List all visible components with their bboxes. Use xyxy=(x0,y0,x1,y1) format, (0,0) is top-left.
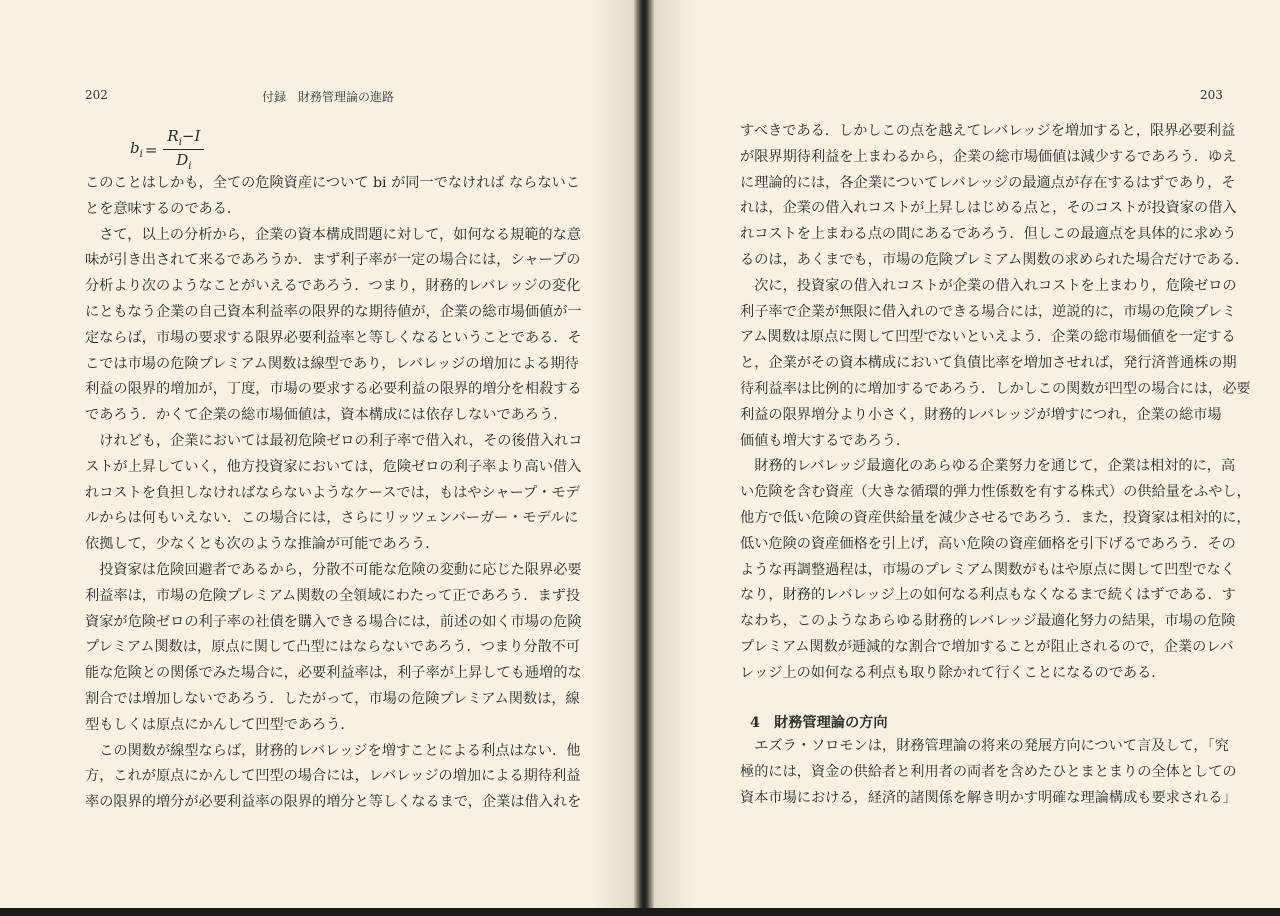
text-line: なわち，このようなあらゆる財務的レバレッジ最適化努力の結果，市場の危険 xyxy=(740,613,1236,630)
text-line: 極的には，資金の供給者と利用者の両者を含めたひとまとまりの全体としての xyxy=(740,763,1237,780)
text-line: が限界期待利益を上まわるから，企業の総市場価値は減少するであろう．ゆえ xyxy=(740,148,1237,165)
text-line: 割合では増加しないであろう．したがって，市場の危険プレミアム関数は，線 xyxy=(85,690,580,707)
text-line: 価値も増大するであろう． xyxy=(740,432,911,449)
page-number-left: 202 xyxy=(85,88,108,102)
text-line: とを意味するのである． xyxy=(85,200,242,217)
text-line: 利益の限界増分より小さく，財務的レバレッジが増すにつれ，企業の総市場 xyxy=(740,406,1222,423)
text-line: 能な危険との関係でみた場合に，必要利益率は，利子率が上昇しても逓増的な xyxy=(85,665,582,682)
text-line: ストが上昇していく，他方投資家においては，危険ゼロの利子率より高い借入 xyxy=(85,458,582,475)
text-line: 率の限界的増分が必要利益率の限界的増分と等しくなるまで，企業は借入れを xyxy=(85,794,582,811)
left-body-text xyxy=(85,171,582,816)
text-line: この関数が線型ならば，財務的レバレッジを増すことによる利点はない．他 xyxy=(99,742,581,759)
text-line: 利益の限界的増加が，丁度，市場の要求する必要利益の限界的増分を相殺する xyxy=(85,381,582,398)
text-line: 依拠して，少なくとも次のような推論が可能であろう． xyxy=(85,536,440,553)
text-line: い危険を含む資産（大きな循環的弾力性係数を有する株式）の供給量をふやし， xyxy=(740,484,1251,501)
formula-lhs: $b_i$ xyxy=(130,139,143,160)
text-line: すべきである．しかしこの点を越えてレバレッジを増加すると，限界必要利益 xyxy=(740,123,1236,139)
bottom-edge xyxy=(0,908,1280,916)
text-line: れコストを上まわる点の間にあるであろう．但しこの最適点を具体的に求めう xyxy=(740,226,1237,243)
text-line: なり，財務的レバレッジ上の如何なる利点もなくなるまで続くはずである．す xyxy=(740,587,1236,604)
text-line: るのは，あくまでも，市場の危険プレミアム関数の求められた場合だけである． xyxy=(740,251,1250,268)
text-line: プレミアム関数は，原点に関して凸型にはならないであろう．つまり分散不可 xyxy=(85,639,581,656)
text-line: アム関数は原点に関して凹型でないといえよう．企業の総市場価値を一定する xyxy=(740,329,1236,346)
text-line: と，企業がその資本構成において負債比率を増加させれば，発行済普通株の期 xyxy=(740,355,1237,372)
text-line: さて，以上の分析から，企業の資本構成問題に対して，如何なる規範的な意 xyxy=(99,226,581,243)
text-line: 資本市場における，経済的諸関係を解き明かす明確な理論構成も要求される」 xyxy=(740,789,1237,806)
left-page xyxy=(0,0,634,908)
text-line: れは，企業の借入れコストが上昇しはじめる点と，そのコストが投資家の借入 xyxy=(740,200,1237,217)
text-line: 資家が危険ゼロの利子率の社債を購入できる場合には，前述の如く市場の危険 xyxy=(85,613,582,630)
text-line: けれども，企業においては最初危険ゼロの利子率で借入れ，その後借入れコ xyxy=(99,432,583,449)
right-page xyxy=(654,0,1280,908)
text-line: 分析より次のようなことがいえるであろう．つまり，財務的レバレッジの変化 xyxy=(85,278,581,295)
formula-denominator: $D_i$ xyxy=(176,151,192,172)
text-line: れコストを負担しなければならないようなケースでは，もはやシャープ・モデ xyxy=(85,484,580,501)
text-line: 低い危険の資産価格を引上げ，高い危険の資産価格を引下げるであろう．その xyxy=(740,535,1236,552)
section-heading: 4 財務管理論の方向 xyxy=(750,715,888,731)
text-line: プレミアム関数が逓減的な割合で増加することが阻止されるので，企業のレバ xyxy=(740,638,1234,655)
text-line: ような再調整過程は，市場のプレミアム関数がもはや原点に関して凹型でなく xyxy=(740,561,1236,578)
text-line: であろう．かくて企業の総市場価値は，資本構成には依存しないであろう． xyxy=(85,407,568,424)
text-line: 方，これが原点にかんして凹型の場合には，レバレッジの増加による期待利益 xyxy=(85,768,581,785)
text-line: レッジ上の如何なる利点も取り除かれて行くことになるのである． xyxy=(740,664,1166,681)
text-line: 次に，投資家の借入れコストが企業の借入れコストを上まわり，危険ゼロの xyxy=(754,277,1237,294)
text-line: 味が引き出されて来るであろうか．まず利子率が一定の場合には，シャープの xyxy=(85,252,581,269)
text-line: 投資家は危険回避者であるから，分散不可能な危険の変動に応じた限界必要 xyxy=(99,561,582,578)
text-line: 定ならば，市場の要求する限界必要利益率と等しくなるということである．そ xyxy=(85,329,582,346)
text-line: にともなう企業の自己資本利益率の限界的な期待値が，企業の総市場価値が一 xyxy=(85,303,582,320)
formula-numerator: $R_i-I$ xyxy=(163,127,204,150)
text-line: 型もしくは原点にかんして凹型であろう． xyxy=(85,716,355,733)
right-body-text xyxy=(740,119,1251,687)
text-line: こでは市場の危険プレミアム関数は線型であり，レバレッジの増加による期待 xyxy=(85,355,579,372)
right-body-text-section4 xyxy=(740,734,1237,811)
text-line: ルからは何もいえない．この場合には，さらにリッツェンバーガー・モデルに xyxy=(85,510,579,527)
text-line: 利益率は，市場の危険プレミアム関数の全領域にわたって正であろう．まず投 xyxy=(85,587,581,604)
formula-fraction xyxy=(163,127,204,172)
running-head: 付録 財務管理論の進路 xyxy=(262,90,395,104)
text-line: 待利益率は比例的に増加するであろう．しかしこの関数が凹型の場合には，必要 xyxy=(740,380,1251,397)
text-line: このことはしかも，全ての危険資産について bi が同一でなければ ならないこ xyxy=(85,175,581,191)
text-line: 財務的レバレッジ最適化のあらゆる企業努力を通じて，企業は相対的に，高 xyxy=(754,458,1236,475)
text-line: 利子率で企業が無限に借入れのできる場合には，逆説的に，市場の危険プレミ xyxy=(740,303,1236,320)
book-gutter xyxy=(634,0,654,916)
formula-bi: $b_i$ = $\frac{R_i-I}{D_i}$ xyxy=(130,127,204,172)
text-line: 他方で低い危険の資産供給量を減少させるであろう．また，投資家は相対的に， xyxy=(740,509,1251,526)
page-number-right: 203 xyxy=(1200,88,1223,102)
text-line: エズラ・ソロモンは，財務管理論の将来の発展方向について言及して，「究 xyxy=(754,738,1229,754)
text-line: に理論的には，各企業についてレバレッジの最適点が存在するはずであり，そ xyxy=(740,174,1236,191)
